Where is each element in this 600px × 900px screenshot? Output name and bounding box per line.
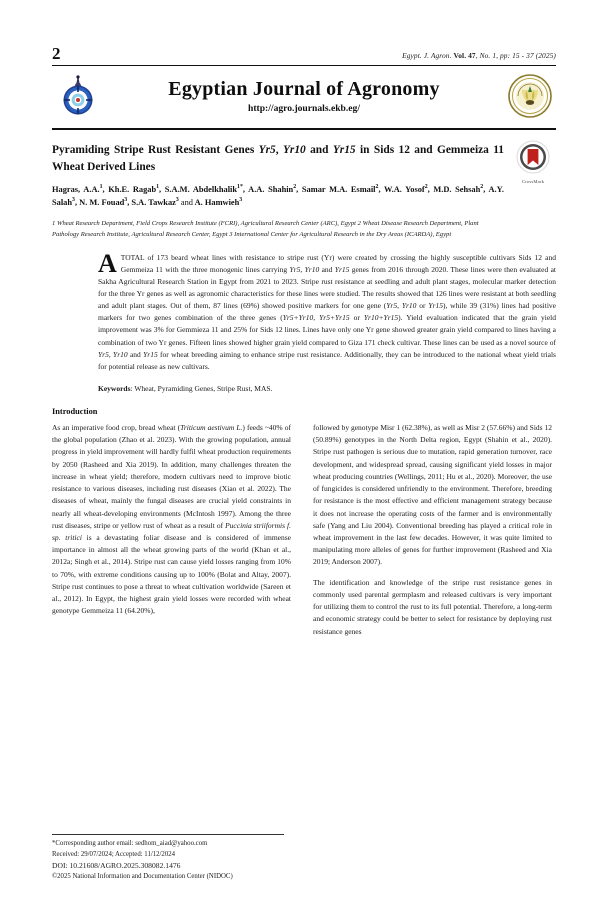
crossmark-icon xyxy=(516,140,550,174)
article-title-gene-yr10: Yr10 xyxy=(282,144,306,156)
keywords-value: : Wheat, Pyramiding Genes, Stripe Rust, MAS. xyxy=(130,384,273,394)
body-column-left xyxy=(52,422,291,638)
journal-citation-prefix: Egypt. J. Agron. xyxy=(402,51,454,60)
paragraph: As an imperative food crop, bread wheat (Triticum aestivum L.) feeds ~40% of the global population (Zhao et al. 2023). With the growing population, annual progress in yield improvement will hardly fulfil wheat production requirements by 2050 (Rasheed and Xia 2019). In addition, many challenges threaten the increase in wheat yield; therefore, modern cultivars need to improve biotic resistance to various diseases, including rust diseases (Xiao et al. 2022). The diseases of wheat, mainly the fungal diseases are crucial yield constraints in nearly all wheat-developing environments (McIntosh 1997). Among the three rust diseases, stripe or yellow rust of wheat as a result of Puccinia striiformis f. sp. tritici is a devastating foliar disease and is considered of immense importance in almost all the wheat growing parts of the world (Khan et al., 2012a; Singh et al., 2014). Stripe rust can cause yield losses ranging from 10% to 70%, with extreme conditions causing up to 100% (Bolat and Altay, 2007). Stripe rust continues to pose a threat to wheat cultivation worldwide (Sareen et al., 2012). In Egypt, the highest grain yield losses were recorded with wheat genotype Gemmeiza 11 (64.20%), xyxy=(52,423,291,616)
affiliation-list: 1 Wheat Research Department, Field Crops Research Institute (FCRI), Agricultural Research Center (ARC), Egypt 2 Wheat Disease Research Department, Plant Pathology Research Institute, Agricultural Research Center, Egypt 3 International Center for Agricultural Research in the Dry Areas (ICARDA), Egypt xyxy=(52,220,479,238)
masthead-titles xyxy=(100,78,508,114)
author-list: Hagras, A.A.$^1$, Kh.E. Ragab$^1$, S.A.M. Abdelkhalik$^{1*}$, A.A. Shahin$^2$, Samar M.A. Esmail$^2$, W.A. Yosof$^2$, M.D. Sehsah$^2$, A.Y. Salah$^3$, N. M. Fouad$^3$, S.A. Tawkaz$^3$ and A. Hamwieh$^3$ xyxy=(52,184,504,207)
corresponding-author: *Corresponding author email: sedhom_aiad@yahoo.com xyxy=(52,840,208,848)
article-title-sep2: and xyxy=(305,144,333,156)
crossmark-badge[interactable] xyxy=(510,140,556,184)
article-title-sep1: , xyxy=(275,144,283,156)
paragraph: followed by genotype Misr 1 (62.38%), as well as Misr 2 (57.66%) and Sids 12 (50.89%) genotypes in the North Delta region, Egypt (Shahin et al., 2020). Stripe rust pathogen is serious due to mutation, rapid generation turnover, race development, and widespread spread, causing significant yield losses in major wheat producing countries (Wellings, 2011; Hu et al., 2020). Moreover, the use of fungicides is considered unfriendly to the environment. Therefore, breeding for resistance is the most effective and efficient management strategy because it does not increase the operating costs of the farmer and is environmentally safe (Yang and Liu 2004). Conventional breeding has played a critical role in wheat improvement in the last few decades. However, it was quite limited to manipulating more alleles of genes for further improvement (Rasheed and Xia 2019; Anderson 2007). xyxy=(313,423,552,567)
article-title-part2: in Sids 12 and Gemmeiza 11 Wheat Derived Lines xyxy=(52,144,504,173)
nidoc-egypt-logo xyxy=(508,74,552,118)
crossmark-label: CrossMark xyxy=(521,179,545,184)
page-title xyxy=(52,142,504,175)
abstract-text: TOTAL of 173 beard wheat lines with resistance to stripe rust (Yr) were created by crossing the highly susceptible cultivars Sids 12 and Gemmeiza 11 with the three monogenic lines carrying Yr5, Yr10 and Yr15 genes from 2016 through 2020. These lines were then evaluated at Sakha Agricultural Research Station in Egypt from 2021 to 2023. Stripe rust resistance at seedling and adult plant stages, molecular marker detection for the three Yr genes as well as agronomic characteristics for these lines were studied. The results showed that 126 lines were resistant at both seedling and adult plant stages. Out of them, 87 lines (69%) showed positive markers for one gene (Yr5, Yr10 or Yr15), while 39 (31%) lines had positive markers for two genes combination of the three genes (Yr5+Yr10, Yr5+Yr15 or Yr10+Yr15). Yield evaluation indicated that the grain yield improvement was 3% for Gemmieza 11 and 25% for Sids 12 lines. Lines have only one Yr gene showed greater grain yield compared to lines having a combination of two Yr genes. Fifteen lines showed higher grain yield compared to Giza 171 check cultivar. These lines can be used as a novel source of Yr5, Yr10 and Yr15 for wheat breeding aiming to enhance stripe rust resistance. Additionally, they can be introduced to the national wheat yield trials for potential release as new cultivars. xyxy=(98,252,557,371)
article-title-gene-yr15: Yr15 xyxy=(332,144,356,156)
article-title-part1: Pyramiding Stripe Rust Resistant Genes xyxy=(52,144,259,156)
page-number: 2 xyxy=(52,44,61,63)
journal-citation xyxy=(402,51,556,62)
paragraph: The identification and knowledge of the stripe rust resistance genes in commonly used parental germplasm and released cultivars is very important for utilizing them to control the rust to its full potential. Therefore, a long-term and economic strategy could be better to select for resistance by deploying rust resistance genes xyxy=(313,577,552,636)
body-columns xyxy=(52,422,556,638)
article-head xyxy=(52,142,556,241)
page-footer xyxy=(52,834,352,882)
journal-title: Egyptian Journal of Agronomy xyxy=(168,78,440,100)
keywords xyxy=(52,384,556,393)
journal-citation-suffix: , No. 1, pp: 15 - 37 (2025) xyxy=(475,51,556,60)
received-accepted-dates: Received: 29/07/2024; Accepted: 11/12/2024 xyxy=(52,850,176,858)
running-head xyxy=(52,36,556,62)
body-column-right xyxy=(313,422,552,638)
abstract xyxy=(52,248,557,373)
keywords-label: Keywords xyxy=(98,384,131,394)
copyright-line: ©2025 National Information and Documentation Center (NIDOC) xyxy=(52,872,233,880)
journal-masthead xyxy=(52,66,556,126)
footer-rule xyxy=(52,834,284,835)
doi-line[interactable]: DOI: 10.21608/AGRO.2025.308082.1476 xyxy=(52,861,181,871)
journal-citation-volume: Vol. 47 xyxy=(453,51,476,60)
article-title-gene-yr5: Yr5 xyxy=(258,144,276,156)
arc-egypt-logo xyxy=(56,73,100,119)
header-rule-bottom xyxy=(52,128,556,130)
abstract-dropcap: A xyxy=(98,248,117,278)
journal-url[interactable]: http://agro.journals.ekb.eg/ xyxy=(247,103,361,114)
section-heading-introduction: Introduction xyxy=(52,407,98,417)
